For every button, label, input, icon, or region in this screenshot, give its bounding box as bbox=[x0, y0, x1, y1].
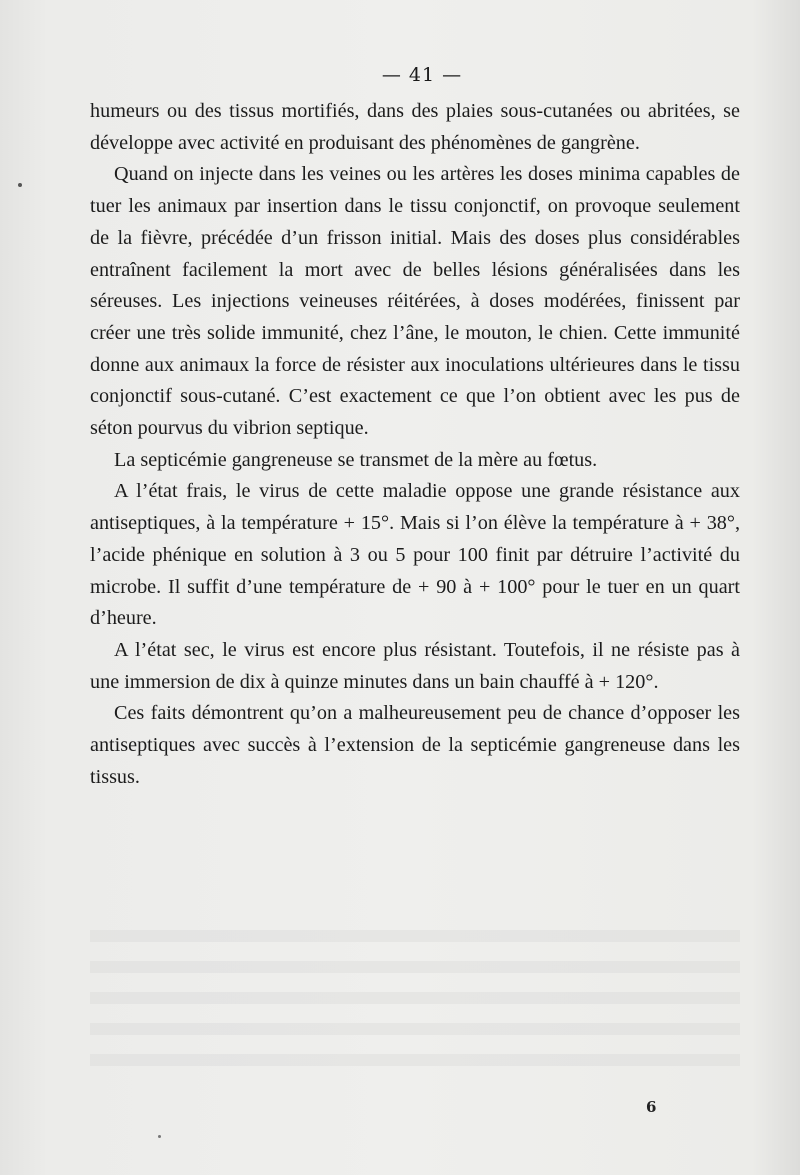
paragraph-1: humeurs ou des tissus mortifiés, dans des plaies sous-cutanées ou abritées, se développe avec activité en produisant des phénomènes de gangrène. bbox=[90, 100, 740, 154]
ink-speck bbox=[18, 183, 22, 187]
paragraph-5: A l’état sec, le virus est encore plus résistant. Toutefois, il ne résiste pas à une immersion de dix à quinze minutes dans un bain chauffé à + 120°. bbox=[90, 638, 740, 693]
paragraph-6: Ces faits démontrent qu’on a malheureusement peu de chance d’opposer les antiseptiques avec succès à l’extension de la septicémie gangreneuse dans les tissus. bbox=[90, 702, 740, 788]
show-through-texture bbox=[90, 930, 740, 1080]
signature-mark: 6 bbox=[646, 1098, 657, 1116]
paragraph-3: La septicémie gangreneuse se transmet de la mère au fœtus. bbox=[114, 448, 598, 471]
paragraph-2: Quand on injecte dans les veines ou les artères les doses minima capables de tuer les animaux par insertion dans le tissu conjonctif, on provoque seulement de la fièvre, précédée d’un frisson initial. Mais des doses plus considérables entraînent facilement la mort avec de belles lésions généralisées dans les séreuses. Les injections veineuses réitérées, à doses modérées, finissent par créer une très solide immunité, chez l’âne, le mouton, le chien. Cette immunité donne aux animaux la force de résister aux inoculations ultérieures dans le tissu conjonctif sous-cutané. C’est exactement ce que l’on obtient avec les pus de séton pourvus du vibrion septique. bbox=[90, 163, 740, 440]
ink-speck bbox=[158, 1135, 161, 1138]
body-text bbox=[90, 96, 740, 793]
paragraph-4: A l’état frais, le virus de cette maladie oppose une grande résistance aux antiseptiques, à la température + 15°. Mais si l’on élève la température à + 38°, l’acide phénique en solution à 3 ou 5 pour 100 finit par détruire l’activité du microbe. Il suffit d’une température de + 90 à + 100° pour le tuer en un quart d’heure. bbox=[90, 480, 740, 630]
page-number: — 41 — bbox=[381, 64, 463, 86]
